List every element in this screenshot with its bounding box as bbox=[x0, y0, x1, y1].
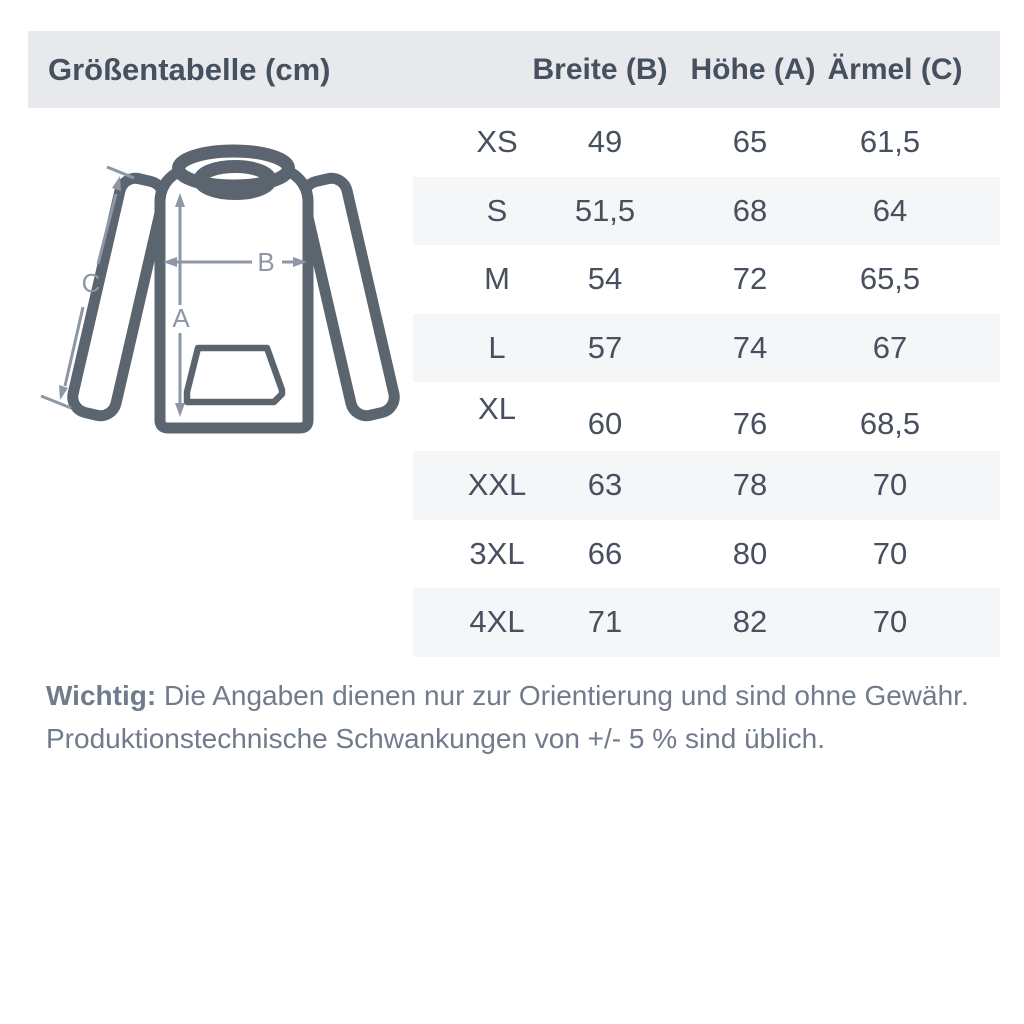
breite-value: 66 bbox=[587, 535, 623, 571]
size-label: XS bbox=[476, 124, 518, 159]
breite-value: 57 bbox=[587, 329, 623, 365]
disclaimer-label: Wichtig: bbox=[46, 680, 157, 711]
breite-value: 49 bbox=[587, 124, 623, 159]
breite-value: 51,5 bbox=[574, 192, 636, 228]
column-header-aermel: Ärmel (C) bbox=[827, 53, 963, 86]
breite-value: 63 bbox=[587, 467, 623, 503]
disclaimer-note bbox=[46, 674, 976, 760]
table-row bbox=[0, 520, 1024, 589]
aermel-value: 68,5 bbox=[859, 405, 921, 441]
disclaimer-line-1 bbox=[46, 674, 976, 717]
table-row bbox=[0, 588, 1024, 657]
breite-value: 60 bbox=[587, 405, 623, 441]
hoodie-measurement-diagram bbox=[30, 115, 420, 460]
size-label: L bbox=[488, 329, 506, 365]
hoodie-right-sleeve bbox=[301, 175, 398, 419]
hoehe-value: 78 bbox=[732, 467, 768, 503]
breite-value: 54 bbox=[587, 261, 623, 297]
aermel-value: 67 bbox=[872, 329, 908, 365]
hoehe-value: 68 bbox=[732, 192, 768, 228]
table-row bbox=[0, 451, 1024, 520]
label-c: C bbox=[81, 268, 101, 298]
size-label: XXL bbox=[467, 467, 527, 503]
size-label: XL bbox=[478, 390, 516, 426]
disclaimer-line-2: Produktionstechnische Schwankungen von +/- 5 % sind üblich. bbox=[46, 723, 826, 754]
page-title: Größentabelle (cm) bbox=[48, 52, 331, 87]
label-b: B bbox=[257, 247, 275, 277]
hoehe-value: 76 bbox=[732, 405, 768, 441]
aermel-value: 70 bbox=[872, 535, 908, 571]
label-a: A bbox=[172, 303, 190, 333]
hoehe-value: 80 bbox=[732, 535, 768, 571]
hoehe-value: 82 bbox=[732, 604, 768, 640]
column-header-hoehe: Höhe (A) bbox=[690, 53, 816, 86]
size-label: 3XL bbox=[469, 535, 525, 571]
aermel-value: 61,5 bbox=[859, 124, 921, 159]
hoehe-value: 72 bbox=[732, 261, 768, 297]
size-label: M bbox=[484, 261, 510, 297]
disclaimer-text: Die Angaben dienen nur zur Orientierung und sind ohne Gewähr. bbox=[163, 680, 969, 711]
tick-top bbox=[107, 167, 134, 178]
tick-bottom bbox=[41, 396, 71, 408]
aermel-value: 64 bbox=[872, 192, 908, 228]
size-label: 4XL bbox=[469, 604, 525, 640]
hoodie-pocket bbox=[187, 348, 282, 402]
column-header-breite: Breite (B) bbox=[532, 53, 668, 86]
aermel-value: 70 bbox=[872, 467, 908, 503]
size-chart-header bbox=[28, 31, 1000, 108]
aermel-value: 70 bbox=[872, 604, 908, 640]
breite-value: 71 bbox=[587, 604, 623, 640]
size-label: S bbox=[486, 192, 508, 228]
hoehe-value: 74 bbox=[732, 329, 768, 365]
hoehe-value: 65 bbox=[732, 124, 768, 159]
aermel-value: 65,5 bbox=[859, 261, 921, 297]
